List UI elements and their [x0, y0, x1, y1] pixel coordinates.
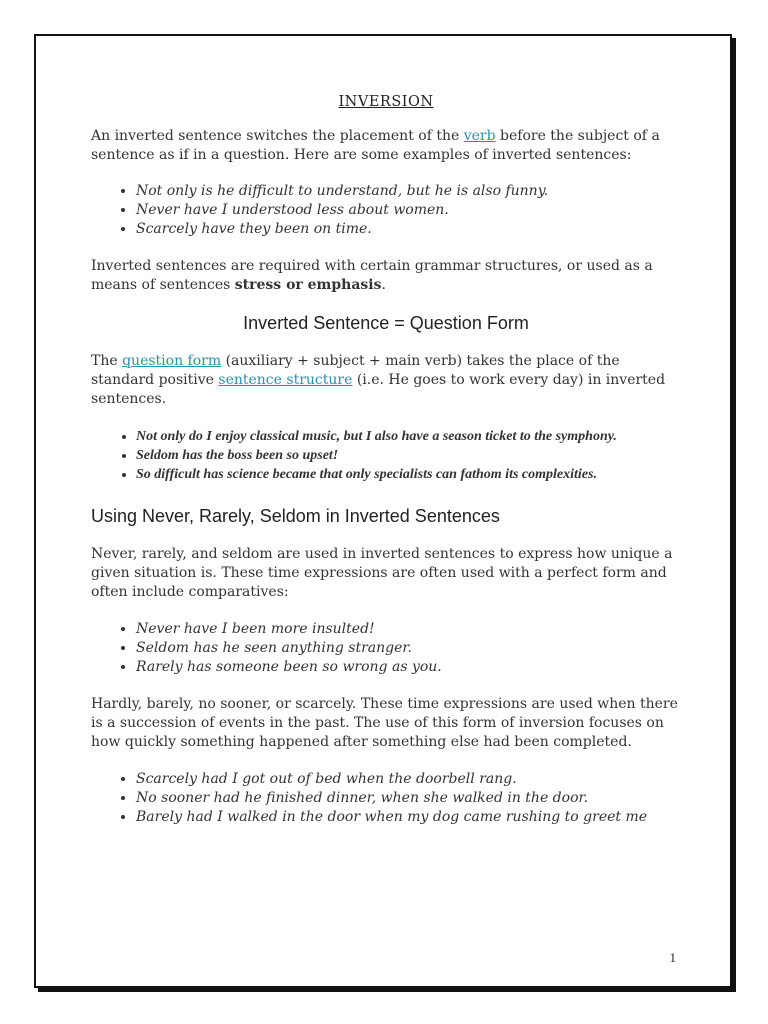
- intro-text-end: before the subject of a sentence as if in a question. Here are some examples of inverted sentences:: [91, 128, 660, 163]
- section-heading-never-rarely-seldom: Using Never, Rarely, Seldom in Inverted Sentences: [91, 506, 500, 526]
- examples-list-1: [91, 182, 681, 239]
- qf-text-start: The: [91, 353, 123, 369]
- list-item: • Scarcely had I got out of bed when the doorbell rang.: [136, 770, 681, 789]
- required-text-start: Inverted sentences are required with certain grammar structures, or used as a means of sentences: [91, 258, 653, 293]
- page-number: 1: [669, 950, 676, 965]
- page-content: [91, 94, 681, 827]
- qf-text-mid: (auxiliary + subject + main verb) takes the place of the standard positive: [91, 353, 620, 388]
- list-item: • So difficult has science became that only specialists can fathom its complexities.: [136, 465, 681, 484]
- question-form-link[interactable]: question form: [122, 353, 222, 369]
- emphasis-text: stress or emphasis: [234, 277, 382, 293]
- page-title: INVERSION: [338, 94, 434, 110]
- list-item: • No sooner had he finished dinner, when she walked in the door.: [136, 789, 681, 808]
- document-page: [34, 34, 732, 988]
- section-heading-question-form: Inverted Sentence = Question Form: [243, 313, 529, 333]
- hardly-paragraph: Hardly, barely, no sooner, or scarcely. These time expressions are used when there is a succession of events in the past. The use of this form of inversion focuses on how quickly something happened after something else had been completed.: [91, 696, 678, 750]
- never-paragraph: Never, rarely, and seldom are used in inverted sentences to express how unique a given situation is. These time expressions are often used with a perfect form and often include comparatives:: [91, 546, 673, 600]
- list-item: • Barely had I walked in the door when my dog came rushing to greet me: [136, 808, 681, 827]
- question-form-paragraph: [91, 352, 681, 409]
- verb-link[interactable]: verb: [463, 128, 496, 144]
- list-item: • Rarely has someone been so wrong as you.: [136, 658, 681, 677]
- list-item: • Scarcely have they been on time.: [136, 220, 681, 239]
- list-item: • Never have I been more insulted!: [136, 620, 681, 639]
- examples-list-4: [91, 770, 681, 827]
- sentence-structure-link[interactable]: sentence structure: [218, 372, 353, 388]
- examples-list-3: [91, 620, 681, 677]
- list-item: • Seldom has the boss been so upset!: [136, 446, 681, 465]
- qf-text-end: (i.e. He goes to work every day) in inverted sentences.: [91, 372, 666, 407]
- intro-paragraph: [91, 127, 681, 165]
- list-item: • Not only do I enjoy classical music, but I also have a season ticket to the symphony.: [136, 427, 681, 446]
- intro-text-start: An inverted sentence switches the placement of the: [91, 128, 464, 144]
- required-paragraph: [91, 257, 681, 295]
- examples-list-2: [91, 427, 681, 484]
- required-text-end: .: [381, 277, 386, 293]
- list-item: • Not only is he difficult to understand, but he is also funny.: [136, 182, 681, 201]
- list-item: • Seldom has he seen anything stranger.: [136, 639, 681, 658]
- list-item: • Never have I understood less about women.: [136, 201, 681, 220]
